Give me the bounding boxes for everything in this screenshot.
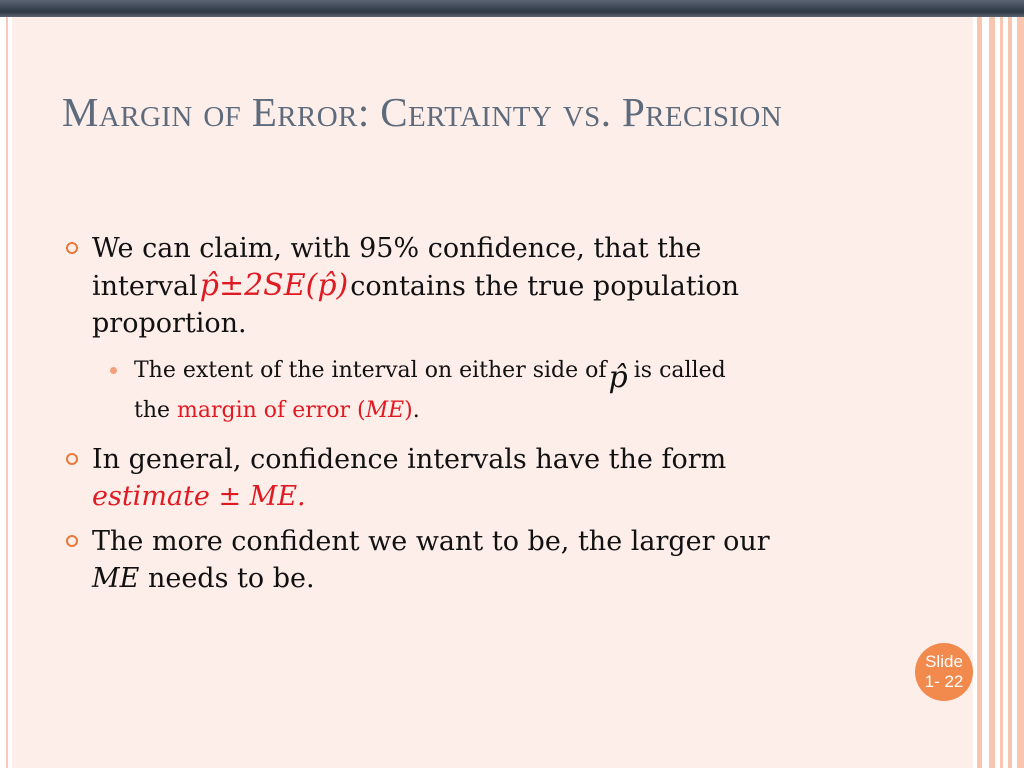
bullet-more-confident <box>92 523 892 597</box>
bullet-text: needs to be. <box>147 563 315 594</box>
interval-formula: p̂±2SE(p̂) <box>199 268 349 303</box>
bullet-ring-icon <box>66 453 78 465</box>
slide-content <box>92 230 892 605</box>
margin-of-error-term: margin of error ( <box>177 398 366 423</box>
sub-bullet-period: . <box>412 398 420 423</box>
slide-title: Margin of Error: Certainty vs. Precision <box>62 89 783 135</box>
p-hat-symbol: p̂ <box>608 360 628 395</box>
slide-number-badge <box>915 643 973 701</box>
bullet-text: We can claim, with 95% confidence, that the <box>92 233 702 264</box>
sub-bullet-text: the <box>134 398 171 423</box>
decor-stripe <box>1008 17 1012 768</box>
bullet-general-form <box>92 441 892 515</box>
bullet-ring-icon <box>66 242 78 254</box>
plus-minus-sign: ± <box>218 481 242 512</box>
bullet-text: interval <box>92 271 198 302</box>
me-close-paren: ) <box>404 398 413 423</box>
decor-stripe <box>977 17 982 768</box>
decor-stripe <box>1000 17 1003 768</box>
bullet-ring-icon <box>66 535 78 547</box>
me-term: ME <box>92 563 140 594</box>
sub-bullet-text: is called <box>633 358 726 383</box>
slide-number-value: 1- 22 <box>924 672 964 691</box>
bullet-text: In general, confidence intervals have the form <box>92 444 727 475</box>
bullet-text: The more confident we want to be, the larger our <box>92 526 770 557</box>
me-term: ME. <box>249 481 306 512</box>
top-bar <box>0 0 1024 17</box>
bullet-confidence-claim <box>92 230 892 342</box>
sub-bullet-margin-of-error <box>134 354 892 427</box>
sub-bullet-dot-icon <box>110 367 117 374</box>
slide-number-label: Slide <box>925 652 963 671</box>
me-abbrev: ME <box>365 398 405 423</box>
sub-bullet-text: The extent of the interval on either side of <box>134 358 607 383</box>
bullet-text: contains the true population <box>350 271 740 302</box>
decor-stripe <box>1017 17 1024 768</box>
decor-stripe <box>989 17 995 768</box>
estimate-term: estimate <box>92 481 210 512</box>
bullet-text: proportion. <box>92 308 247 339</box>
left-border-line <box>6 17 8 768</box>
